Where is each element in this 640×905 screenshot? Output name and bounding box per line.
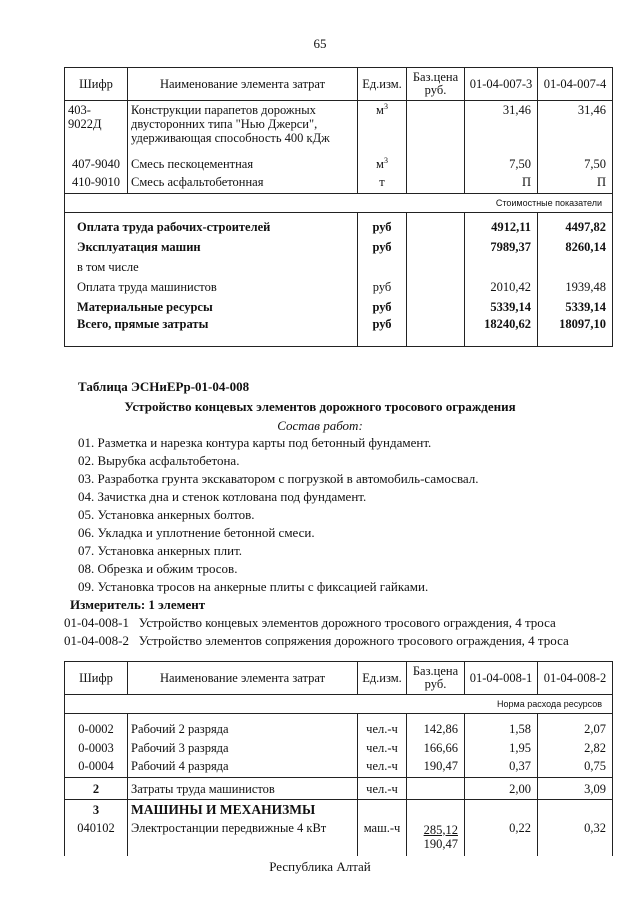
table-title: Таблица ЭСНиЕРр-01-04-008 xyxy=(78,379,250,394)
cell-unit: чел.-ч xyxy=(358,714,407,736)
cost-unit: руб xyxy=(358,274,407,294)
col-header: 01-04-007-3 xyxy=(465,68,538,101)
table-subheader-row xyxy=(65,193,613,212)
cell-value: 1,58 xyxy=(465,714,538,736)
table-row xyxy=(65,714,613,736)
list-item: 09. Установка тросов на анкерные плиты с фиксацией гайками. xyxy=(78,579,429,594)
cell-value: 31,46 xyxy=(465,101,538,146)
list-item: 02. Вырубка асфальтобетона. xyxy=(78,453,240,468)
cost-unit xyxy=(358,254,407,274)
table-row xyxy=(65,820,613,856)
list-item: 01-04-008-2 Устройство элементов сопряжения дорожного тросового ограждения, 4 троса xyxy=(64,633,569,648)
code-list xyxy=(64,614,569,650)
list-item: 01. Разметка и нарезка контура карты под бетонный фундамент. xyxy=(78,435,432,450)
cost-unit: руб xyxy=(358,314,407,346)
cell-price xyxy=(407,254,465,274)
cell-price xyxy=(407,800,465,820)
table-row xyxy=(65,736,613,755)
table-header-row xyxy=(65,68,613,101)
cell-price xyxy=(407,101,465,146)
cell-price xyxy=(407,274,465,294)
cell-unit: $м^3$ xyxy=(358,101,407,146)
cell-unit: чел.-ч xyxy=(358,755,407,778)
cost-value: 1939,48 xyxy=(538,274,613,294)
cell-unit: чел.-ч xyxy=(358,736,407,755)
cell-value: 2,82 xyxy=(538,736,613,755)
col-header: Наименование элемента затрат xyxy=(128,662,358,695)
cell-price xyxy=(407,778,465,800)
cell-unit: $м^3$ xyxy=(358,145,407,171)
cell-unit: маш.-ч xyxy=(358,820,407,856)
section-heading: Устройство концевых элементов дорожного тросового ограждения xyxy=(124,399,516,414)
works-list xyxy=(78,434,479,596)
cell-code: 0-0004 xyxy=(65,755,128,778)
name-line: Конструкции парапетов дорожных xyxy=(131,103,316,117)
cost-value xyxy=(465,254,538,274)
cell-value: 0,75 xyxy=(538,755,613,778)
table-row xyxy=(65,101,613,146)
col-header: Шифр xyxy=(65,68,128,101)
cell-price xyxy=(407,820,465,856)
cell-value: 7,50 xyxy=(465,145,538,171)
cell-name: МАШИНЫ И МЕХАНИЗМЫ xyxy=(128,800,358,820)
cost-value: 8260,14 xyxy=(538,234,613,254)
cost-unit: руб xyxy=(358,294,407,314)
page-number: 65 xyxy=(313,36,327,51)
name-line: удерживающая способность 400 кДж xyxy=(131,131,330,145)
cell-price xyxy=(407,212,465,234)
table-row xyxy=(65,171,613,193)
cell-value: 0,32 xyxy=(538,820,613,856)
cell-value: 0,22 xyxy=(465,820,538,856)
cell-price xyxy=(407,145,465,171)
table-subheader-row xyxy=(65,695,613,714)
cell-value: П xyxy=(465,171,538,193)
cost-row xyxy=(65,274,613,294)
price-value: 285,12 xyxy=(423,822,458,837)
cell-price xyxy=(407,294,465,314)
col-header: 01-04-008-2 xyxy=(538,662,613,695)
cell-code: 3 xyxy=(65,800,128,820)
table-row xyxy=(65,755,613,778)
cell-price: 166,66 xyxy=(407,736,465,755)
cell-value: 31,46 xyxy=(538,101,613,146)
list-item: 08. Обрезка и обжим тросов. xyxy=(78,561,238,576)
col-header: Ед.изм. xyxy=(358,68,407,101)
col-header: Баз.цена руб. xyxy=(407,68,465,101)
cell-value: П xyxy=(538,171,613,193)
cell-price xyxy=(407,171,465,193)
table-row xyxy=(65,800,613,820)
cost-unit: руб xyxy=(358,212,407,234)
cell-value: 1,95 xyxy=(465,736,538,755)
table-header-row xyxy=(65,662,613,695)
list-item: 07. Установка анкерных плит. xyxy=(78,543,243,558)
cell-code: 0-0003 xyxy=(65,736,128,755)
col-header: 01-04-008-1 xyxy=(465,662,538,695)
cost-value: 2010,42 xyxy=(465,274,538,294)
cost-name: Материальные ресурсы xyxy=(65,294,358,314)
cost-value xyxy=(538,254,613,274)
cell-price xyxy=(407,234,465,254)
list-item: 01-04-008-1 Устройство концевых элементов дорожного тросового ограждения, 4 троса xyxy=(64,615,556,630)
cost-name: Оплата труда машинистов xyxy=(65,274,358,294)
cell-name: Рабочий 3 разряда xyxy=(128,736,358,755)
cell-unit: чел.-ч xyxy=(358,778,407,800)
cell-code: 040102 xyxy=(65,820,128,856)
cost-row xyxy=(65,314,613,346)
list-item: 05. Установка анкерных болтов. xyxy=(78,507,255,522)
cell-name: Смесь пескоцементная xyxy=(128,145,358,171)
cost-row xyxy=(65,212,613,234)
cell-code: 410-9010 xyxy=(65,171,128,193)
works-label: Состав работ: xyxy=(277,418,363,433)
list-item: 06. Укладка и уплотнение бетонной смеси. xyxy=(78,525,315,540)
subheader-label: Норма расхода ресурсов xyxy=(65,695,613,714)
cost-value: 7989,37 xyxy=(465,234,538,254)
cost-value: 18097,10 xyxy=(538,314,613,346)
cost-name: Эксплуатация машин xyxy=(65,234,358,254)
cell-unit xyxy=(358,800,407,820)
cost-value: 4497,82 xyxy=(538,212,613,234)
col-header: Наименование элемента затрат xyxy=(128,68,358,101)
cost-row xyxy=(65,234,613,254)
cost-name: Всего, прямые затраты xyxy=(65,314,358,346)
cost-value: 18240,62 xyxy=(465,314,538,346)
cell-unit: т xyxy=(358,171,407,193)
cost-row xyxy=(65,294,613,314)
cell-value: 2,07 xyxy=(538,714,613,736)
resource-table-bottom xyxy=(64,661,613,856)
col-header: 01-04-007-4 xyxy=(538,68,613,101)
cell-price xyxy=(407,314,465,346)
cell-price: 190,47 xyxy=(407,755,465,778)
cost-row xyxy=(65,254,613,274)
cost-value: 5339,14 xyxy=(538,294,613,314)
cell-price: 142,86 xyxy=(407,714,465,736)
cell-name: Затраты труда машинистов xyxy=(128,778,358,800)
cell-name: Электростанции передвижные 4 кВт xyxy=(128,820,358,856)
cell-code: 0-0002 xyxy=(65,714,128,736)
cell-value xyxy=(538,800,613,820)
cell-value xyxy=(465,800,538,820)
cell-value: 7,50 xyxy=(538,145,613,171)
name-line: двусторонних типа "Нью Джерси", xyxy=(131,117,318,131)
price-value: 190,47 xyxy=(423,836,458,851)
cell-name: Рабочий 2 разряда xyxy=(128,714,358,736)
col-header: Шифр xyxy=(65,662,128,695)
cell-code: 2 xyxy=(65,778,128,800)
cost-value: 5339,14 xyxy=(465,294,538,314)
cost-name: Оплата труда рабочих-строителей xyxy=(65,212,358,234)
cell-code: 403-9022Д xyxy=(65,101,128,146)
col-header: Ед.изм. xyxy=(358,662,407,695)
cost-value: 4912,11 xyxy=(465,212,538,234)
cell-value: 3,09 xyxy=(538,778,613,800)
cost-unit: руб xyxy=(358,234,407,254)
resource-table-top xyxy=(64,67,613,347)
cell-code: 407-9040 xyxy=(65,145,128,171)
page-footer: Республика Алтай xyxy=(269,859,371,874)
subheader-label: Стоимостные показатели xyxy=(65,193,613,212)
col-header: Баз.цена руб. xyxy=(407,662,465,695)
list-item: 04. Зачистка дна и стенок котлована под фундамент. xyxy=(78,489,367,504)
measure-unit: Измеритель: 1 элемент xyxy=(70,597,206,612)
cell-name: Рабочий 4 разряда xyxy=(128,755,358,778)
list-item: 03. Разработка грунта экскаватором с погрузкой в автомобиль-самосвал. xyxy=(78,471,479,486)
table-row xyxy=(65,778,613,800)
cell-value: 2,00 xyxy=(465,778,538,800)
cell-value: 0,37 xyxy=(465,755,538,778)
cell-name xyxy=(128,101,358,146)
cell-name: Смесь асфальтобетонная xyxy=(128,171,358,193)
cost-name: в том числе xyxy=(65,254,358,274)
table-row xyxy=(65,145,613,171)
